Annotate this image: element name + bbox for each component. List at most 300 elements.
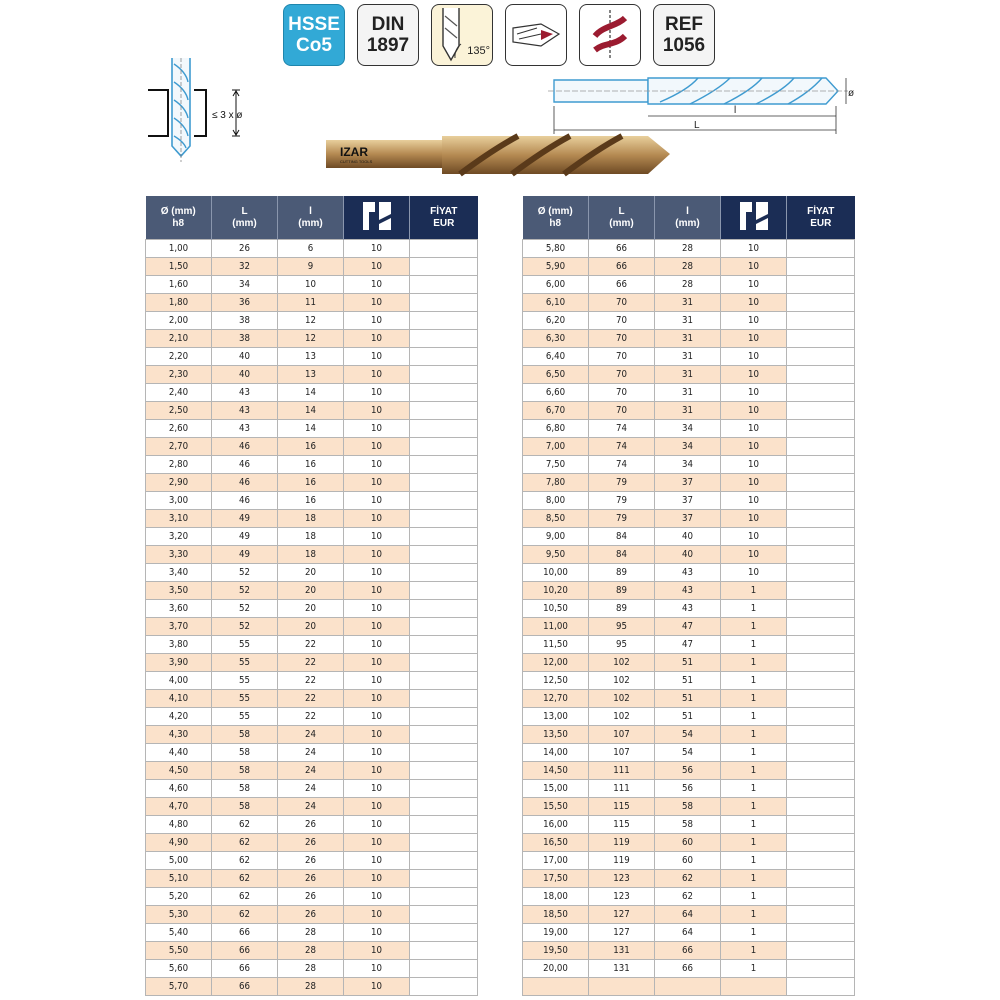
- flute-length-cell: 18: [278, 528, 344, 546]
- diameter-cell: 1,60: [146, 276, 212, 294]
- table-row: [146, 240, 478, 258]
- pack-quantity-cell: 10: [721, 330, 787, 348]
- diameter-cell: 2,40: [146, 384, 212, 402]
- flute-length-cell: 24: [278, 798, 344, 816]
- table-row: [146, 294, 478, 312]
- table-row: [146, 762, 478, 780]
- flute-length-cell: 28: [655, 240, 721, 258]
- table-row: [146, 276, 478, 294]
- flute-length-cell: 22: [278, 672, 344, 690]
- left-table-body: [146, 240, 478, 996]
- price-cell: [787, 600, 855, 618]
- price-cell: [410, 690, 478, 708]
- price-cell: [410, 978, 478, 996]
- pack-quantity-cell: 10: [721, 402, 787, 420]
- table-row: [146, 672, 478, 690]
- diameter-cell: 9,50: [523, 546, 589, 564]
- brand-logo: IZAR: [340, 145, 368, 159]
- price-cell: [410, 582, 478, 600]
- flute-length-cell: 26: [278, 816, 344, 834]
- flute-length-cell: 22: [278, 708, 344, 726]
- pack-quantity-cell: 10: [344, 528, 410, 546]
- price-cell: [410, 780, 478, 798]
- table-row: [523, 672, 855, 690]
- total-length-cell: 102: [589, 708, 655, 726]
- total-length-cell: 123: [589, 870, 655, 888]
- pack-quantity-cell: 10: [721, 348, 787, 366]
- total-length-cell: 131: [589, 960, 655, 978]
- total-length-cell: 95: [589, 636, 655, 654]
- total-length-header: L (mm): [212, 196, 278, 240]
- total-length-cell: 55: [212, 690, 278, 708]
- price-cell: [787, 852, 855, 870]
- table-row: [146, 690, 478, 708]
- table-row: [146, 816, 478, 834]
- pack-quantity-cell: 10: [344, 978, 410, 996]
- pack-quantity-cell: 10: [721, 474, 787, 492]
- diameter-cell: 5,20: [146, 888, 212, 906]
- pack-quantity-cell: 10: [721, 564, 787, 582]
- diameter-cell: 3,10: [146, 510, 212, 528]
- pack-quantity-cell: 10: [344, 816, 410, 834]
- table-row: [523, 834, 855, 852]
- table-row: [523, 924, 855, 942]
- pack-quantity-cell: 1: [721, 816, 787, 834]
- table-row: [146, 852, 478, 870]
- pack-quantity-cell: 10: [344, 438, 410, 456]
- diameter-cell: 3,30: [146, 546, 212, 564]
- pack-quantity-cell: 1: [721, 762, 787, 780]
- flute-length-cell: 26: [278, 870, 344, 888]
- total-length-cell: 115: [589, 798, 655, 816]
- flute-length-cell: 31: [655, 294, 721, 312]
- diameter-cell: 4,30: [146, 726, 212, 744]
- total-length-cell: 46: [212, 492, 278, 510]
- pack-quantity-cell: 10: [344, 708, 410, 726]
- table-row: [146, 258, 478, 276]
- table-row: [146, 312, 478, 330]
- diameter-cell: 2,30: [146, 366, 212, 384]
- diameter-cell: 4,10: [146, 690, 212, 708]
- total-length-cell: 111: [589, 762, 655, 780]
- flute-length-cell: 20: [278, 618, 344, 636]
- diameter-cell: 3,90: [146, 654, 212, 672]
- flute-length-cell: 20: [278, 600, 344, 618]
- price-cell: [410, 276, 478, 294]
- diameter-cell: 6,00: [523, 276, 589, 294]
- flute-length-header: l (mm): [655, 196, 721, 240]
- flute-length-cell: 16: [278, 474, 344, 492]
- total-length-cell: 43: [212, 420, 278, 438]
- diameter-cell: 14,00: [523, 744, 589, 762]
- pack-quantity-cell: 1: [721, 690, 787, 708]
- table-row: [523, 294, 855, 312]
- price-cell: [410, 816, 478, 834]
- price-cell: [787, 978, 855, 996]
- diameter-cell: 2,10: [146, 330, 212, 348]
- total-length-cell: 55: [212, 654, 278, 672]
- flute-length-cell: 34: [655, 420, 721, 438]
- table-row: [146, 798, 478, 816]
- total-length-cell: 62: [212, 816, 278, 834]
- pack-quantity-cell: 10: [344, 942, 410, 960]
- table-row: [523, 816, 855, 834]
- pack-quantity-cell: 10: [344, 546, 410, 564]
- pack-quantity-cell: 10: [344, 348, 410, 366]
- total-length-cell: 62: [212, 834, 278, 852]
- total-length-cell: 58: [212, 744, 278, 762]
- diameter-cell: 4,90: [146, 834, 212, 852]
- price-cell: [787, 636, 855, 654]
- diameter-cell: 10,20: [523, 582, 589, 600]
- price-cell: [410, 672, 478, 690]
- table-row: [146, 582, 478, 600]
- right-table-body: [523, 240, 855, 996]
- total-length-cell: 66: [212, 924, 278, 942]
- table-row: [523, 726, 855, 744]
- table-row: [523, 474, 855, 492]
- diameter-cell: 5,90: [523, 258, 589, 276]
- total-length-cell: 79: [589, 474, 655, 492]
- diameter-cell: 18,50: [523, 906, 589, 924]
- total-length-cell: [589, 978, 655, 996]
- pack-quantity-cell: 10: [721, 294, 787, 312]
- size-table: [145, 196, 478, 996]
- pack-quantity-cell: 10: [344, 564, 410, 582]
- diameter-cell: 11,00: [523, 618, 589, 636]
- drill-rotation-icon: [581, 6, 639, 64]
- total-length-cell: 55: [212, 636, 278, 654]
- table-row: [523, 276, 855, 294]
- flute-length-cell: 22: [278, 636, 344, 654]
- pack-quantity-cell: 1: [721, 798, 787, 816]
- flute-length-cell: 16: [278, 438, 344, 456]
- pack-quantity-cell: 10: [344, 852, 410, 870]
- price-cell: [787, 348, 855, 366]
- total-length-cell: 74: [589, 438, 655, 456]
- price-cell: [410, 888, 478, 906]
- price-cell: [787, 456, 855, 474]
- flute-length-cell: 12: [278, 330, 344, 348]
- split-point-icon: [507, 6, 565, 64]
- pack-quantity-cell: 10: [344, 240, 410, 258]
- price-cell: [787, 546, 855, 564]
- total-length-cell: 38: [212, 330, 278, 348]
- price-cell: [410, 312, 478, 330]
- diameter-cell: 7,50: [523, 456, 589, 474]
- total-length-cell: 58: [212, 798, 278, 816]
- total-length-cell: 66: [212, 942, 278, 960]
- diameter-cell: 5,10: [146, 870, 212, 888]
- pack-quantity-cell: 10: [721, 276, 787, 294]
- pack-quantity-cell: 10: [344, 258, 410, 276]
- flute-length-header: l (mm): [278, 196, 344, 240]
- diameter-cell: 16,00: [523, 816, 589, 834]
- table-row: [146, 348, 478, 366]
- pack-quantity-cell: 10: [344, 312, 410, 330]
- flute-length-cell: 14: [278, 384, 344, 402]
- total-length-cell: 46: [212, 456, 278, 474]
- pack-quantity-cell: 10: [344, 780, 410, 798]
- price-cell: [787, 402, 855, 420]
- total-length-cell: 43: [212, 402, 278, 420]
- price-cell: [787, 816, 855, 834]
- flute-length-cell: 26: [278, 888, 344, 906]
- table-row: [523, 744, 855, 762]
- total-length-cell: 70: [589, 330, 655, 348]
- table-row: [146, 636, 478, 654]
- pack-quantity-cell: 1: [721, 708, 787, 726]
- spec-badges: [283, 4, 715, 66]
- diameter-cell: 2,00: [146, 312, 212, 330]
- table-row: [523, 438, 855, 456]
- price-cell: [787, 384, 855, 402]
- flute-length-cell: 26: [278, 834, 344, 852]
- total-length-cell: 79: [589, 492, 655, 510]
- pack-quantity-icon: [359, 198, 395, 234]
- price-cell: [787, 474, 855, 492]
- diameter-cell: 6,20: [523, 312, 589, 330]
- diameter-cell: 3,60: [146, 600, 212, 618]
- total-length-cell: 89: [589, 600, 655, 618]
- pack-quantity-cell: 1: [721, 960, 787, 978]
- pack-quantity-cell: 10: [721, 546, 787, 564]
- table-row: [146, 366, 478, 384]
- pack-quantity-cell: 10: [344, 906, 410, 924]
- flute-length-cell: 14: [278, 402, 344, 420]
- flute-length-cell: 40: [655, 528, 721, 546]
- price-cell: [410, 546, 478, 564]
- diameter-cell: 3,20: [146, 528, 212, 546]
- right-size-table: [522, 196, 855, 996]
- total-length-cell: 70: [589, 384, 655, 402]
- price-cell: [410, 762, 478, 780]
- standard-line1: DIN: [371, 14, 405, 35]
- price-cell: [787, 726, 855, 744]
- total-length-cell: 66: [589, 240, 655, 258]
- split-point-badge: [505, 4, 567, 66]
- table-row: [146, 600, 478, 618]
- table-row: [523, 906, 855, 924]
- price-cell: [410, 258, 478, 276]
- flute-length-cell: 43: [655, 600, 721, 618]
- flute-length-cell: 28: [278, 960, 344, 978]
- diameter-cell: 6,60: [523, 384, 589, 402]
- table-row: [146, 438, 478, 456]
- table-row: [523, 654, 855, 672]
- flute-length-cell: 40: [655, 546, 721, 564]
- pack-quantity-cell: 10: [721, 384, 787, 402]
- price-cell: [410, 618, 478, 636]
- total-length-cell: 89: [589, 582, 655, 600]
- diameter-cell: 6,10: [523, 294, 589, 312]
- diameter-cell: 3,50: [146, 582, 212, 600]
- flute-length-cell: 56: [655, 762, 721, 780]
- flute-length-cell: 31: [655, 384, 721, 402]
- price-cell: [787, 294, 855, 312]
- price-cell: [787, 438, 855, 456]
- flute-length-cell: 12: [278, 312, 344, 330]
- diameter-cell: 5,00: [146, 852, 212, 870]
- price-cell: [410, 960, 478, 978]
- total-length-cell: 49: [212, 546, 278, 564]
- total-length-cell: 66: [589, 258, 655, 276]
- price-cell: [787, 564, 855, 582]
- price-cell: [410, 744, 478, 762]
- total-length-cell: 52: [212, 600, 278, 618]
- table-row: [146, 888, 478, 906]
- total-length-cell: 26: [212, 240, 278, 258]
- diameter-cell: 8,50: [523, 510, 589, 528]
- table-row: [146, 978, 478, 996]
- table-row: [146, 492, 478, 510]
- price-cell: [787, 492, 855, 510]
- total-length-cell: 70: [589, 348, 655, 366]
- total-length-cell: 36: [212, 294, 278, 312]
- pack-quantity-cell: 1: [721, 744, 787, 762]
- table-row: [146, 708, 478, 726]
- pack-quantity-cell: 10: [721, 420, 787, 438]
- table-row: [523, 546, 855, 564]
- diameter-cell: 4,60: [146, 780, 212, 798]
- total-length-cell: 131: [589, 942, 655, 960]
- diameter-cell: 1,00: [146, 240, 212, 258]
- flute-length-cell: 16: [278, 456, 344, 474]
- total-length-cell: 34: [212, 276, 278, 294]
- table-row: [146, 456, 478, 474]
- diameter-cell: 14,50: [523, 762, 589, 780]
- diameter-cell: 2,90: [146, 474, 212, 492]
- price-header: FİYAT EUR: [787, 196, 855, 240]
- pack-quantity-cell: 10: [344, 510, 410, 528]
- point-angle-badge: [431, 4, 493, 66]
- pack-quantity-cell: 1: [721, 780, 787, 798]
- total-length-cell: 70: [589, 294, 655, 312]
- table-row: [146, 402, 478, 420]
- price-cell: [410, 636, 478, 654]
- table-row: [146, 834, 478, 852]
- total-length-cell: 66: [589, 276, 655, 294]
- diameter-cell: 7,80: [523, 474, 589, 492]
- pack-quantity-cell: 1: [721, 582, 787, 600]
- diameter-cell: 1,80: [146, 294, 212, 312]
- price-cell: [787, 744, 855, 762]
- diameter-cell: 2,50: [146, 402, 212, 420]
- flute-length-cell: 28: [655, 276, 721, 294]
- flute-length-cell: 34: [655, 438, 721, 456]
- total-length-label: L: [694, 120, 700, 131]
- table-row: [146, 474, 478, 492]
- table-row: [523, 528, 855, 546]
- table-row: [146, 942, 478, 960]
- price-cell: [410, 366, 478, 384]
- diameter-cell: 3,70: [146, 618, 212, 636]
- flute-length-cell: 22: [278, 690, 344, 708]
- price-cell: [410, 492, 478, 510]
- total-length-cell: 40: [212, 348, 278, 366]
- table-row: [146, 780, 478, 798]
- price-cell: [787, 312, 855, 330]
- diameter-cell: 13,50: [523, 726, 589, 744]
- price-cell: [787, 654, 855, 672]
- flute-length-cell: 51: [655, 672, 721, 690]
- pack-quantity-cell: 10: [344, 492, 410, 510]
- pack-quantity-cell: 10: [721, 492, 787, 510]
- flute-length-cell: 51: [655, 708, 721, 726]
- diameter-cell: 4,80: [146, 816, 212, 834]
- flute-length-cell: 31: [655, 366, 721, 384]
- table-row: [523, 690, 855, 708]
- pack-quantity-cell: 10: [344, 654, 410, 672]
- flute-length-cell: 34: [655, 456, 721, 474]
- total-length-cell: 102: [589, 654, 655, 672]
- table-row: [523, 564, 855, 582]
- total-length-cell: 38: [212, 312, 278, 330]
- table-row: [523, 582, 855, 600]
- pack-quantity-cell: 1: [721, 906, 787, 924]
- flute-length-cell: 64: [655, 906, 721, 924]
- pack-quantity-cell: 10: [721, 366, 787, 384]
- price-cell: [410, 654, 478, 672]
- total-length-cell: 127: [589, 924, 655, 942]
- table-row: [146, 618, 478, 636]
- depth-label: ≤ 3 x ø: [212, 110, 243, 121]
- total-length-cell: 58: [212, 780, 278, 798]
- total-length-cell: 62: [212, 906, 278, 924]
- total-length-cell: 46: [212, 474, 278, 492]
- flute-length-cell: 60: [655, 834, 721, 852]
- standard-line2: 1897: [366, 35, 410, 56]
- flute-length-cell: 51: [655, 654, 721, 672]
- table-row: [523, 942, 855, 960]
- total-length-cell: 49: [212, 510, 278, 528]
- diameter-cell: 13,00: [523, 708, 589, 726]
- pack-quantity-cell: 1: [721, 672, 787, 690]
- total-length-cell: 58: [212, 726, 278, 744]
- total-length-cell: 70: [589, 402, 655, 420]
- flute-length-cell: 58: [655, 816, 721, 834]
- price-cell: [410, 348, 478, 366]
- standard-badge: [357, 4, 419, 66]
- price-cell: [787, 510, 855, 528]
- flute-length-cell: 31: [655, 348, 721, 366]
- table-row: [523, 798, 855, 816]
- diameter-cell: 12,50: [523, 672, 589, 690]
- price-cell: [787, 960, 855, 978]
- pack-quantity-cell: 10: [344, 384, 410, 402]
- table-row: [523, 330, 855, 348]
- pack-quantity-cell: 10: [344, 618, 410, 636]
- pack-quantity-cell: 10: [344, 276, 410, 294]
- diameter-cell: 5,40: [146, 924, 212, 942]
- table-row: [146, 744, 478, 762]
- flute-length-cell: 37: [655, 510, 721, 528]
- pack-quantity-icon: [736, 198, 772, 234]
- table-row: [146, 528, 478, 546]
- total-length-cell: 58: [212, 762, 278, 780]
- flute-length-cell: 66: [655, 960, 721, 978]
- diameter-cell: 12,00: [523, 654, 589, 672]
- table-row: [146, 510, 478, 528]
- total-length-cell: 52: [212, 564, 278, 582]
- flute-length-cell: 62: [655, 888, 721, 906]
- table-row: [523, 978, 855, 996]
- flute-length-cell: 6: [278, 240, 344, 258]
- pack-quantity-cell: 10: [721, 456, 787, 474]
- price-cell: [410, 600, 478, 618]
- table-row: [523, 456, 855, 474]
- price-cell: [410, 834, 478, 852]
